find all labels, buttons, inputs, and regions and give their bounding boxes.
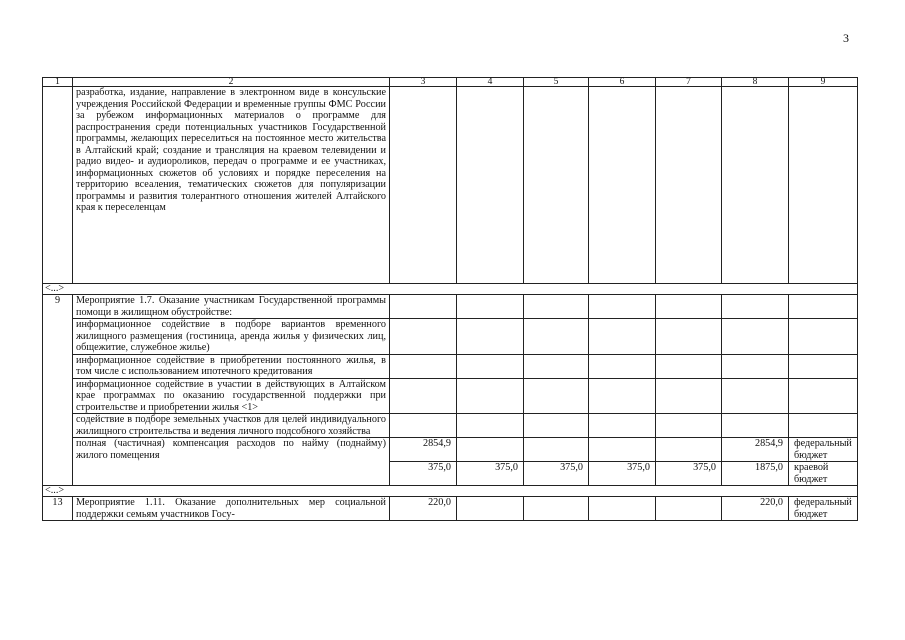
table-row xyxy=(43,319,858,355)
header-row xyxy=(43,78,858,87)
col-header-1: 1 xyxy=(43,78,73,87)
col-header-8: 8 xyxy=(722,78,789,87)
list-item: информационное содействие в приобретении постоянного жилья, в том числе с использованием ипотечного кредитования xyxy=(73,354,390,378)
table-row xyxy=(43,87,858,284)
col-header-3: 3 xyxy=(390,78,457,87)
regional-value: 375,0 xyxy=(457,462,524,486)
list-item: информационное содействие в подборе вариантов временного жилищного размещения (гостиница, аренда жилья у физических лиц, общежитие, служебное жилье) xyxy=(73,319,390,355)
regional-value: 375,0 xyxy=(656,462,722,486)
federal-value-col3: 2854,9 xyxy=(390,438,457,462)
compensation-text: полная (частичная) компенсация расходов по найму (поднайму) жилого помещения xyxy=(73,438,390,486)
table-row xyxy=(43,414,858,438)
federal-value-col8: 2854,9 xyxy=(722,438,789,462)
table-row xyxy=(43,497,858,521)
ellipsis-row xyxy=(43,284,858,295)
col-header-5: 5 xyxy=(524,78,589,87)
page-number: 3 xyxy=(843,31,849,45)
measure-title: Мероприятие 1.7. Оказание участникам Государственной программы помощи в жилищном обустройстве: xyxy=(73,295,390,319)
row-number: 9 xyxy=(43,295,73,486)
table-row xyxy=(43,378,858,414)
col-header-6: 6 xyxy=(589,78,656,87)
table-row xyxy=(43,354,858,378)
col-header-2: 2 xyxy=(73,78,390,87)
ellipsis-marker: <...> xyxy=(43,486,858,497)
ellipsis-row xyxy=(43,486,858,497)
list-item: информационное содействие в участии в действующих в Алтайском крае программах по оказанию государственной поддержки при строительстве и приобретении жилья <1> xyxy=(73,378,390,414)
col-header-4: 4 xyxy=(457,78,524,87)
row-number: 13 xyxy=(43,497,73,521)
measure-title: Мероприятие 1.11. Оказание дополнительных мер социальной поддержки семьям участников Госу- xyxy=(73,497,390,521)
regional-value: 375,0 xyxy=(524,462,589,486)
regional-value-total: 1875,0 xyxy=(722,462,789,486)
table-row xyxy=(43,295,858,319)
regional-value: 375,0 xyxy=(589,462,656,486)
intro-text: разработка, издание, направление в электронном виде в консульские учреждения Российской Федерации и временные группы ФМС России за рубежом информационных материалов о программе для распространения среди потенциальных участников Государственной программы, желающих переселиться на постоянное место жительства в Алтайский край; создание и трансляция на краевом телевидении и радио видео- и аудиороликов, передач о программе и ее участниках, информационных сюжетов об условиях и порядке переселения на территорию всеаления, тематических сюжетов для популяризации программы и развития толерантного отношения жителей Алтайского края к переселенцам xyxy=(73,87,390,284)
list-item: содействие в подборе земельных участков для целей индивидуального жилищного строительства и ведения личного подсобного хозяйства xyxy=(73,414,390,438)
ellipsis-marker: <...> xyxy=(43,284,858,295)
federal-value-col8: 220,0 xyxy=(722,497,789,521)
col-header-7: 7 xyxy=(656,78,722,87)
funding-source: краевой бюджет xyxy=(789,462,858,486)
col-header-9: 9 xyxy=(789,78,858,87)
table-row xyxy=(43,438,858,462)
federal-value-col3: 220,0 xyxy=(390,497,457,521)
program-table xyxy=(42,77,858,521)
funding-source: федеральный бюджет xyxy=(789,438,858,462)
funding-source: федеральный бюджет xyxy=(789,497,858,521)
regional-value: 375,0 xyxy=(390,462,457,486)
